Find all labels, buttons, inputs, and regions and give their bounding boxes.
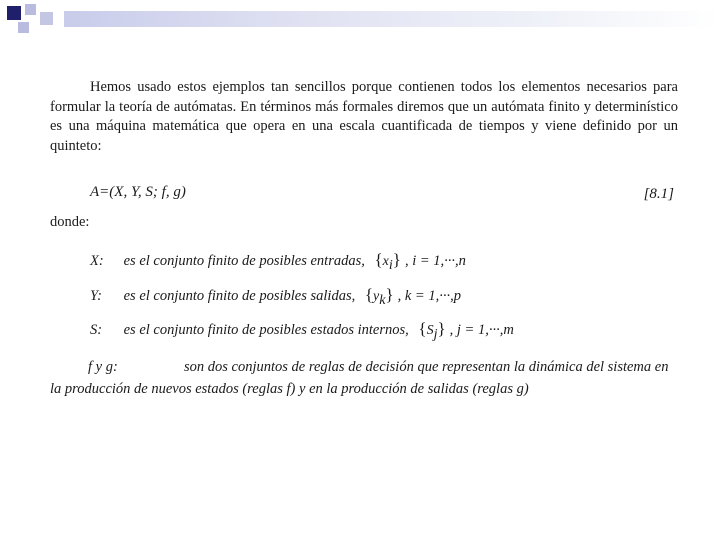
decor-square-light [18,22,29,33]
definition-symbol: f y g: [88,359,118,375]
definition-fg [50,356,680,400]
equation-number: [8.1] [643,186,674,202]
index-range: , j = 1,···,m [449,322,514,338]
definition-s [90,319,514,343]
intro-text: Hemos usado estos ejemplos tan sencillos porque contienen todos los elementos necesarios para formular la teoría de autómatas. En términos más formales diremos que un autómata finito y determinístico es una máquina matemática que opera en una escala cuantificada de tiempos y viene definido por un quinteto: [50,79,678,154]
decor-square-light [40,12,53,25]
intro-paragraph [50,78,678,156]
header-gradient-bar [64,11,720,27]
set-notation: $\{S_j\}$ [418,319,446,343]
definition-x [90,250,466,274]
decor-square-light [25,4,36,15]
definition-text: es el conjunto finito de posibles estados internos, [123,322,409,338]
definition-text: son dos conjuntos de reglas de decisión que representan la dinámica del sistema en la producción de nuevos estados (reglas f) y en la producción de salidas (reglas g) [50,359,669,397]
index-range: , i = 1,···,n [404,253,466,269]
definition-text: es el conjunto finito de posibles salidas, [123,288,356,304]
header-decoration [0,0,720,40]
decor-square-dark [7,6,21,20]
definition-symbol: Y: [90,288,102,304]
set-notation: $\{x_i\}$ [374,250,401,274]
set-notation: $\{y_k\}$ [364,285,394,309]
definition-symbol: S: [90,322,103,338]
definition-symbol: X: [90,253,104,269]
index-range: , k = 1,···,p [397,288,461,304]
donde-label: donde: [50,214,90,230]
definition-text: es el conjunto finito de posibles entradas, [123,253,365,269]
quintet-equation: A=(X, Y, S; f, g) [90,184,186,200]
definition-y [90,285,461,309]
